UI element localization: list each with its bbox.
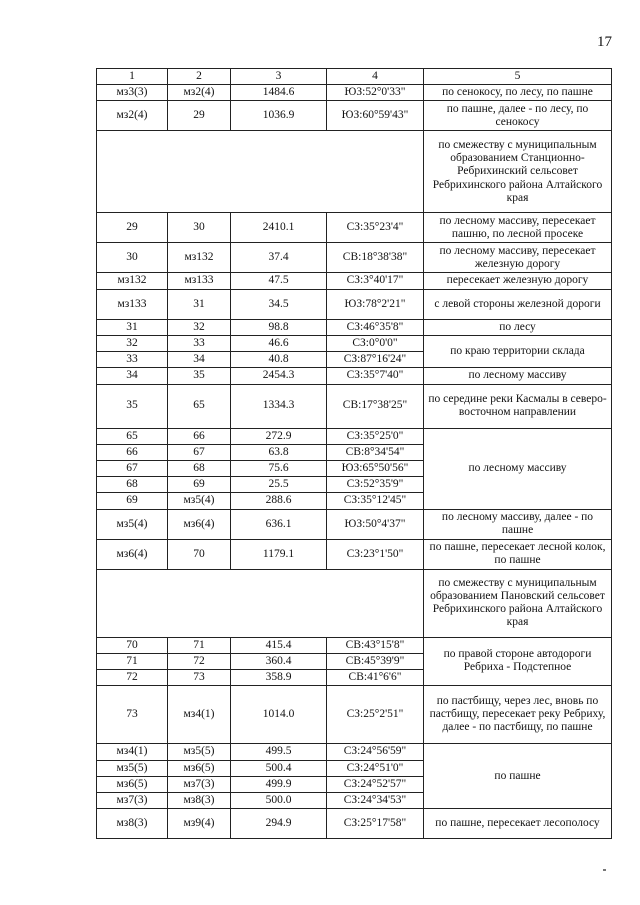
length: 499.9 [231,776,327,792]
from-point: 69 [97,493,168,509]
header-cell: 2 [168,69,231,85]
length: 75.6 [231,460,327,476]
table-row [97,384,612,428]
length: 47.5 [231,273,327,289]
description: по краю территории склада [424,335,612,367]
to-point: мз5(4) [168,493,231,509]
header-cell: 5 [424,69,612,85]
bearing: СВ:18°38'38" [327,243,424,273]
table-row [97,273,612,289]
bearing: СЗ:24°51'0" [327,760,424,776]
adjacency-row [97,131,612,213]
from-point: мз7(3) [97,792,168,808]
bearing: ЮЗ:60°59'43" [327,101,424,131]
table-row [97,809,612,839]
table-row [97,335,612,351]
description: по сенокосу, по лесу, по пашне [424,85,612,101]
header-cell: 3 [231,69,327,85]
to-point: 29 [168,101,231,131]
to-point: мз2(4) [168,85,231,101]
from-point: 31 [97,319,168,335]
length: 1179.1 [231,539,327,569]
bearing: СЗ:3°40'17" [327,273,424,289]
bearing: СВ:43°15'8" [327,637,424,653]
from-point: 34 [97,368,168,384]
from-point: 35 [97,384,168,428]
bearing: СЗ:0°0'0" [327,335,424,351]
bearing: СЗ:35°25'0" [327,428,424,444]
table-row [97,213,612,243]
description: по лесному массиву [424,428,612,509]
from-point: 33 [97,352,168,368]
from-point: мз6(5) [97,776,168,792]
to-point: 31 [168,289,231,319]
from-point: мз3(3) [97,85,168,101]
description: по пашне, далее - по лесу, по сенокосу [424,101,612,131]
table-row [97,289,612,319]
description: по середине реки Касмалы в северо-восточном направлении [424,384,612,428]
description: по лесному массиву, далее - по пашне [424,509,612,539]
bearing: СЗ:87°16'24" [327,352,424,368]
to-point: мз6(5) [168,760,231,776]
table-row [97,428,612,444]
to-point: 72 [168,653,231,669]
bearing: СЗ:46°35'8" [327,319,424,335]
to-point: 30 [168,213,231,243]
from-point: 29 [97,213,168,243]
length: 415.4 [231,637,327,653]
length: 500.0 [231,792,327,808]
length: 500.4 [231,760,327,776]
length: 1036.9 [231,101,327,131]
length: 1484.6 [231,85,327,101]
empty-cell [97,569,424,637]
length: 1334.3 [231,384,327,428]
empty-cell [97,131,424,213]
table-row [97,368,612,384]
header-cell: 4 [327,69,424,85]
length: 272.9 [231,428,327,444]
bearing: СЗ:25°2'51" [327,686,424,744]
table-row [97,101,612,131]
bearing: СВ:41°6'6" [327,670,424,686]
from-point: 73 [97,686,168,744]
length: 98.8 [231,319,327,335]
from-point: 70 [97,637,168,653]
to-point: 71 [168,637,231,653]
table-row [97,539,612,569]
table-row [97,85,612,101]
bearing: СЗ:24°52'57" [327,776,424,792]
length: 46.6 [231,335,327,351]
header-row [97,69,612,85]
description: по правой стороне автодороги Ребриха - Подстепное [424,637,612,686]
length: 25.5 [231,477,327,493]
length: 37.4 [231,243,327,273]
to-point: 32 [168,319,231,335]
table-row [97,319,612,335]
length: 499.5 [231,744,327,760]
from-point: мз4(1) [97,744,168,760]
bearing: СВ:8°34'54" [327,444,424,460]
bearing: СЗ:35°7'40" [327,368,424,384]
bearing: СЗ:23°1'50" [327,539,424,569]
table-row [97,686,612,744]
from-point: 65 [97,428,168,444]
from-point: 67 [97,460,168,476]
from-point: 68 [97,477,168,493]
bearing: ЮЗ:52°0'33" [327,85,424,101]
length: 1014.0 [231,686,327,744]
bearing: СЗ:25°17'58" [327,809,424,839]
from-point: 72 [97,670,168,686]
page-number: 17 [597,34,612,50]
to-point: мз6(4) [168,509,231,539]
bearing: ЮЗ:78°2'21" [327,289,424,319]
bearing: СЗ:52°35'9" [327,477,424,493]
from-point: 66 [97,444,168,460]
adjacency-row [97,569,612,637]
table-row [97,243,612,273]
to-point: мз5(5) [168,744,231,760]
to-point: 33 [168,335,231,351]
bearing: СЗ:24°34'53" [327,792,424,808]
from-point: мз2(4) [97,101,168,131]
bearing: СЗ:35°12'45" [327,493,424,509]
description: с левой стороны железной дороги [424,289,612,319]
to-point: мз4(1) [168,686,231,744]
description: по лесу [424,319,612,335]
description: по пашне, пересекает лесополосу [424,809,612,839]
length: 636.1 [231,509,327,539]
length: 294.9 [231,809,327,839]
to-point: мз7(3) [168,776,231,792]
from-point: 71 [97,653,168,669]
from-point: мз5(4) [97,509,168,539]
to-point: 68 [168,460,231,476]
scan-mark [603,869,606,871]
to-point: 67 [168,444,231,460]
adjacency-note: по смежеству с муниципальным образованием Пановский сельсовет Ребрихинского района Алтайского края [424,569,612,637]
from-point: мз132 [97,273,168,289]
bearing: ЮЗ:50°4'37" [327,509,424,539]
to-point: 73 [168,670,231,686]
header-cell: 1 [97,69,168,85]
bearing: СЗ:35°23'4" [327,213,424,243]
table-row [97,637,612,653]
description: по пашне [424,744,612,809]
to-point: 66 [168,428,231,444]
length: 63.8 [231,444,327,460]
from-point: 32 [97,335,168,351]
to-point: мз133 [168,273,231,289]
description: по пашне, пересекает лесной колок, по пашне [424,539,612,569]
description: пересекает железную дорогу [424,273,612,289]
to-point: мз132 [168,243,231,273]
description: по пастбищу, через лес, вновь по пастбищу, пересекает реку Ребриху, далее - по пастбищу, по пашне [424,686,612,744]
length: 360.4 [231,653,327,669]
from-point: мз5(5) [97,760,168,776]
from-point: 30 [97,243,168,273]
to-point: 69 [168,477,231,493]
to-point: 34 [168,352,231,368]
from-point: мз8(3) [97,809,168,839]
description: по лесному массиву, пересекает пашню, по лесной просеке [424,213,612,243]
to-point: мз9(4) [168,809,231,839]
from-point: мз6(4) [97,539,168,569]
to-point: 65 [168,384,231,428]
table-row [97,509,612,539]
table-row [97,744,612,760]
description: по лесному массиву, пересекает железную дорогу [424,243,612,273]
to-point: 35 [168,368,231,384]
bearing: СВ:17°38'25" [327,384,424,428]
length: 358.9 [231,670,327,686]
bearing: СЗ:24°56'59" [327,744,424,760]
adjacency-note: по смежеству с муниципальным образованием Станционно-Ребрихинский сельсовет Ребрихинского района Алтайского края [424,131,612,213]
from-point: мз133 [97,289,168,319]
boundary-table [96,68,612,839]
length: 34.5 [231,289,327,319]
bearing: ЮЗ:65°50'56" [327,460,424,476]
bearing: СВ:45°39'9" [327,653,424,669]
length: 288.6 [231,493,327,509]
length: 2454.3 [231,368,327,384]
to-point: 70 [168,539,231,569]
description: по лесному массиву [424,368,612,384]
to-point: мз8(3) [168,792,231,808]
length: 40.8 [231,352,327,368]
length: 2410.1 [231,213,327,243]
